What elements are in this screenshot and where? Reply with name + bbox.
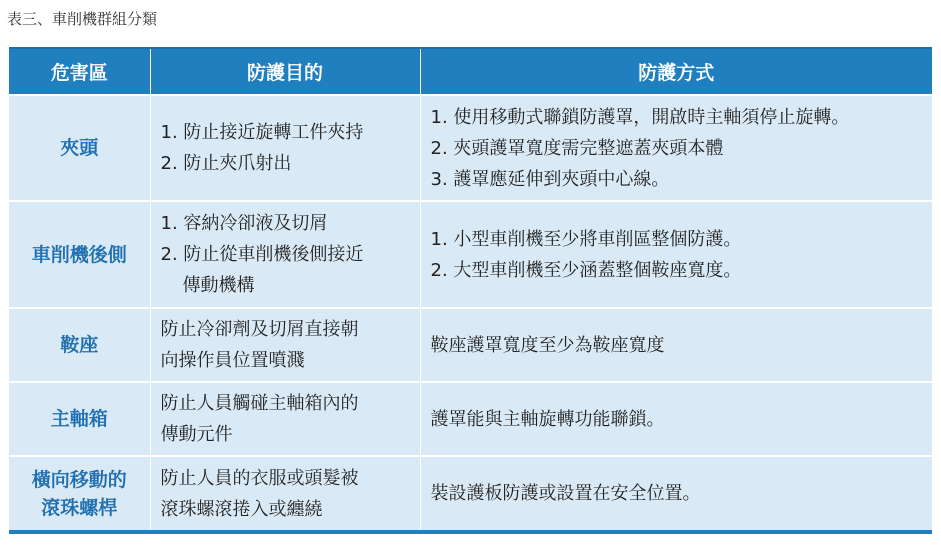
method-line: 2. 夾頭護罩寬度需完整遮蓋夾頭本體 <box>430 137 724 159</box>
purpose-cell <box>150 201 420 308</box>
purpose-line: 防止冷卻劑及切屑直接朝 <box>160 319 359 340</box>
table-bottom-rule <box>9 530 932 534</box>
table-row <box>9 456 932 530</box>
method-line: 1. 使用移動式聯鎖防護罩，開啟時主軸須停止旋轉。 <box>430 106 850 128</box>
table-row <box>9 201 932 308</box>
header-hazard-area: 危害區 <box>9 48 150 95</box>
purpose-line: 防止人員觸碰主軸箱內的 <box>160 393 359 414</box>
method-line: 1. 小型車削機至少將車削區整個防護。 <box>430 228 742 250</box>
method-cell <box>420 382 932 456</box>
method-line: 2. 大型車削機至少涵蓋整個鞍座寬度。 <box>430 259 742 281</box>
hazard-area-text: 夾頭 <box>60 137 99 159</box>
header-protection-purpose: 防護目的 <box>150 48 420 95</box>
purpose-line: 2. 防止夾爪射出 <box>160 153 292 174</box>
lathe-hazard-table-container <box>9 47 932 534</box>
purpose-cell <box>150 456 420 530</box>
method-line: 護罩能與主軸旋轉功能聯鎖。 <box>430 408 665 430</box>
method-cell <box>420 308 932 382</box>
hazard-area-cell <box>9 382 150 456</box>
hazard-area-text: 鞍座 <box>60 334 99 356</box>
method-line: 3. 護罩應延伸到夾頭中心線。 <box>430 168 670 190</box>
header-row <box>9 48 932 95</box>
lathe-hazard-table <box>9 47 932 530</box>
hazard-area-text: 主軸箱 <box>50 408 108 430</box>
method-line: 鞍座護罩寬度至少為鞍座寬度 <box>430 334 665 356</box>
purpose-line: 傳動元件 <box>160 424 233 445</box>
hazard-area-cell <box>9 95 150 201</box>
purpose-cell <box>150 95 420 201</box>
method-cell <box>420 456 932 530</box>
table-row <box>9 308 932 382</box>
purpose-line: 1. 容納冷卻液及切屑 <box>160 213 328 234</box>
purpose-line: 傳動機構 <box>182 275 255 296</box>
method-cell <box>420 95 932 201</box>
hazard-area-text: 滾珠螺桿 <box>41 496 118 519</box>
purpose-line: 滾珠螺滾捲入或纏繞 <box>160 498 323 520</box>
method-line: 裝設護板防護或設置在安全位置。 <box>430 483 701 504</box>
hazard-area-text: 車削機後側 <box>31 243 127 266</box>
purpose-line: 向操作員位置噴濺 <box>160 350 305 371</box>
purpose-cell <box>150 382 420 456</box>
table-row <box>9 382 932 456</box>
purpose-line: 1. 防止接近旋轉工件夾持 <box>160 122 364 143</box>
purpose-line: 防止人員的衣服或頭髮被 <box>160 467 359 489</box>
method-cell <box>420 201 932 308</box>
header-protection-method: 防護方式 <box>420 48 932 95</box>
purpose-cell <box>150 308 420 382</box>
hazard-area-text: 橫向移動的 <box>31 468 127 491</box>
table-row <box>9 95 932 201</box>
purpose-line: 2. 防止從車削機後側接近 <box>160 244 364 265</box>
table-caption: 表三、車削機群組分類 <box>7 10 158 28</box>
hazard-area-cell <box>9 456 150 530</box>
hazard-area-cell <box>9 308 150 382</box>
hazard-area-cell <box>9 201 150 308</box>
